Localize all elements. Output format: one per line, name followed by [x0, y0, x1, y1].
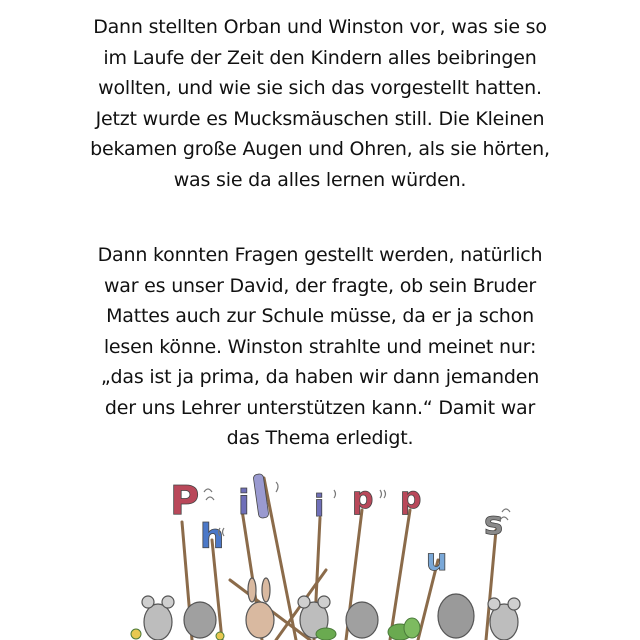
letter-i: i [238, 483, 250, 523]
paragraph-1 [40, 12, 600, 195]
text-line: bekamen große Augen und Ohren, als sie hörten, [90, 138, 550, 160]
text-line: Dann konnten Fragen gestellt werden, natürlich [97, 244, 543, 266]
text-line: lesen könne. Winston strahlte und meinet nur: [103, 335, 537, 358]
hedgehog-figure [438, 594, 474, 638]
letter-i: i [314, 489, 325, 524]
text-line: das Thema erledigt. [226, 427, 414, 449]
letter-p: p [352, 481, 374, 516]
text-line: wollten, und wie sie sich das vorgestellt hatten. [98, 77, 542, 99]
letter-u: u [426, 543, 448, 578]
text-line: war es unser David, der fragte, ob sein Bruder [103, 274, 537, 297]
paragraph-2 [40, 240, 600, 454]
text-line: „das ist ja prima, da haben wir dann jemanden [100, 366, 540, 388]
hedgehog-figure [184, 602, 216, 638]
mouse-figure [144, 604, 172, 640]
letter-p: p [400, 481, 422, 516]
hedgehog-figure [346, 602, 378, 638]
letter-p: P [170, 478, 200, 524]
text-line: Dann stellten Orban und Winston vor, was sie so [93, 16, 547, 38]
letter-h: h [200, 517, 225, 557]
text-line: Mattes auch zur Schule müsse, da er ja schon [106, 305, 534, 327]
philippus-illustration [100, 470, 540, 640]
text-line: der uns Lehrer unterstützen kann.“ Damit war [104, 396, 536, 419]
text-line: Jetzt wurde es Mucksmäuschen still. Die Kleinen [95, 107, 545, 130]
flower-icon [216, 632, 224, 640]
flower-icon [131, 629, 141, 639]
letters-philippus [170, 474, 503, 578]
text-line: im Laufe der Zeit den Kindern alles beibringen [103, 46, 537, 69]
text-line: was sie da alles lernen würden. [173, 168, 467, 191]
letter-s: s [484, 504, 504, 542]
rabbit-figure [246, 602, 274, 638]
